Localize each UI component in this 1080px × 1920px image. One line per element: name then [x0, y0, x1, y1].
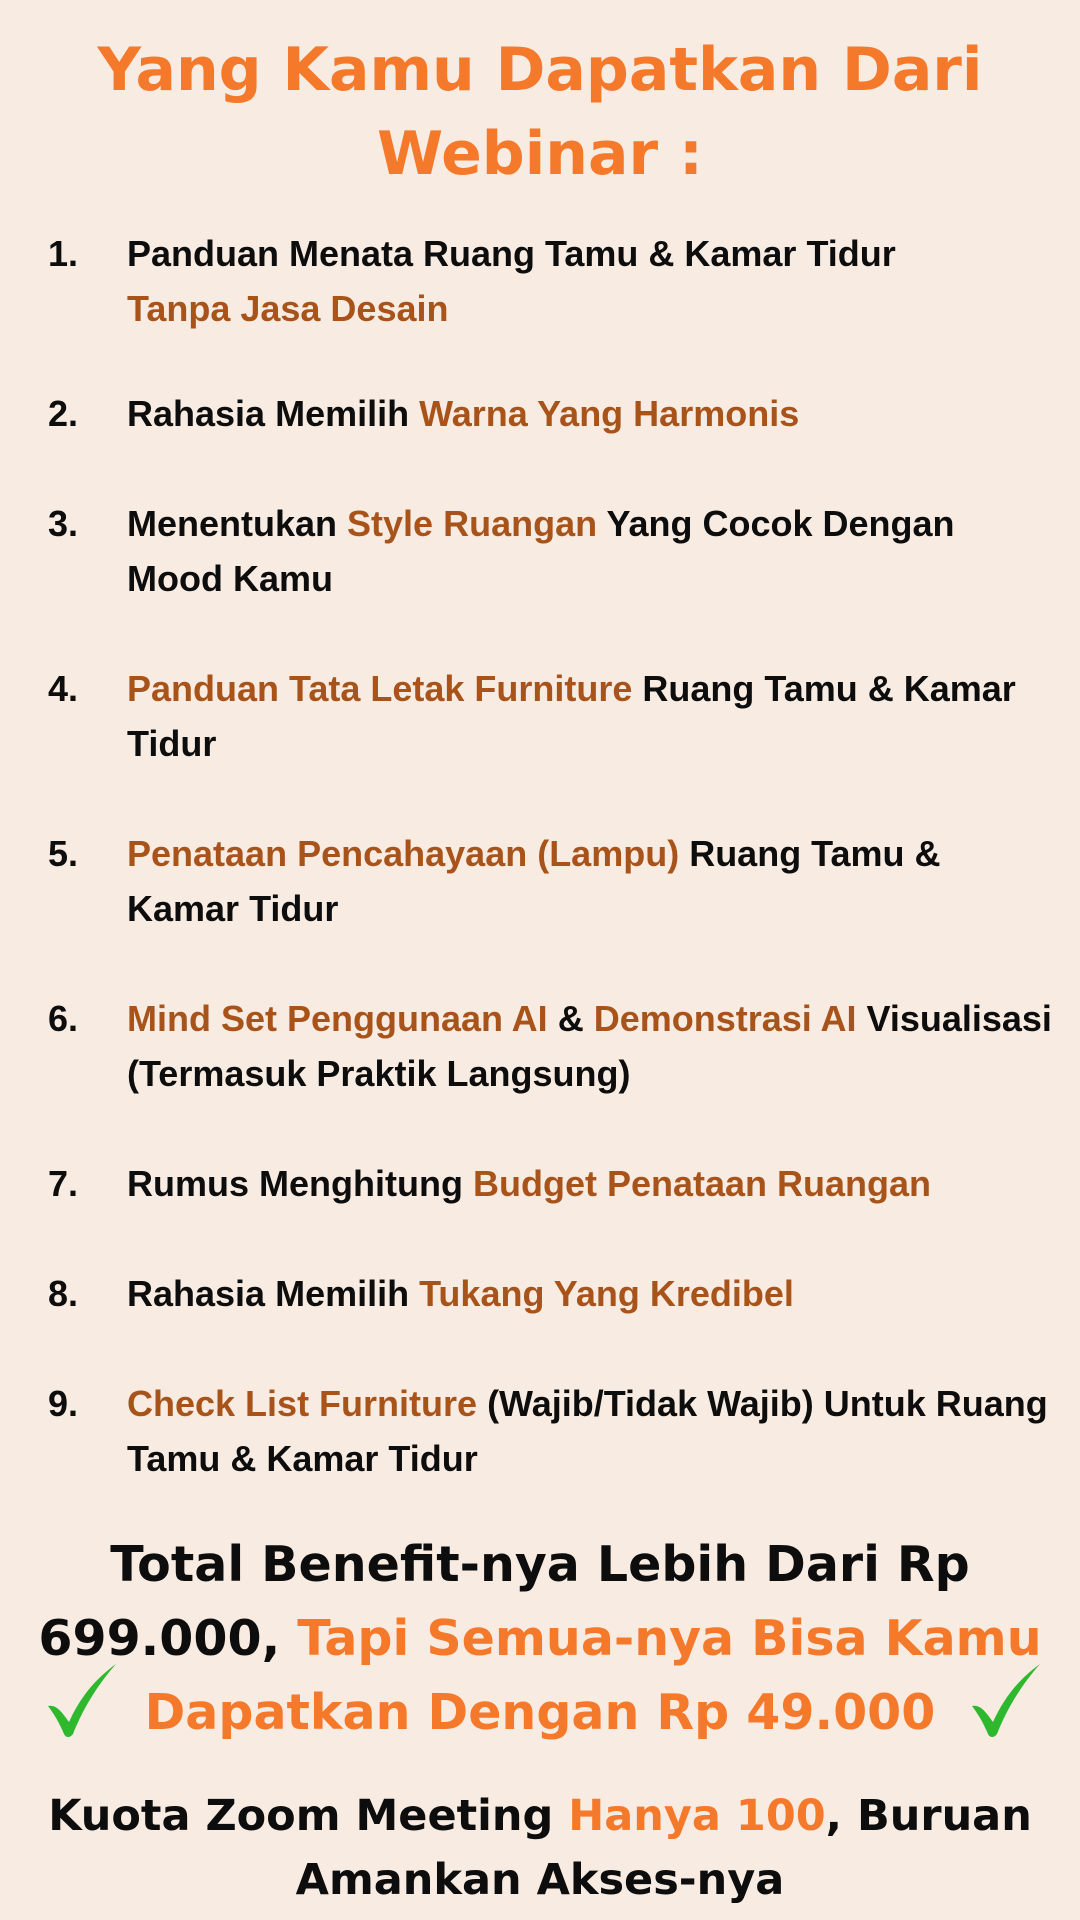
benefit-number: 1. [48, 233, 79, 274]
benefit-highlight: Tanpa Jasa Desain [127, 288, 449, 329]
title-line-1: Yang Kamu Dapatkan Dari [97, 35, 983, 105]
benefit-number: 6. [48, 998, 79, 1039]
benefit-text [127, 991, 1060, 1101]
benefit-text-part: Ruang Tamu & Kamar Tidur [127, 668, 1016, 764]
benefit-text [127, 386, 1060, 441]
benefit-text-part: Rahasia Memilih [127, 393, 420, 434]
benefit-text [127, 1156, 1060, 1211]
benefit-highlight: Warna Yang Harmonis [419, 393, 800, 434]
quota-highlight: Hanya 100 [568, 1791, 826, 1841]
benefit-text-part: Rahasia Memilih [127, 1273, 420, 1314]
quota-text: Kuota Zoom Meeting [48, 1791, 569, 1841]
benefit-highlight: Demonstrasi AI [593, 998, 857, 1039]
page-title [0, 28, 1080, 196]
benefit-number: 5. [48, 833, 79, 874]
benefit-text-part: Menentukan [127, 503, 348, 544]
benefit-text-part: (Wajib/Tidak Wajib) Untuk Ruang Tamu & Kamar Tidur [127, 1383, 1048, 1479]
benefit-text-part: & [547, 998, 594, 1039]
benefit-highlight: Budget Penataan Ruangan [472, 1163, 932, 1204]
check-icon [966, 1660, 1046, 1740]
benefit-text [127, 1376, 1060, 1486]
benefit-text [127, 496, 1060, 606]
quota-notice [0, 1784, 1080, 1912]
benefit-number: 3. [48, 503, 79, 544]
benefit-number: 4. [48, 668, 79, 709]
benefit-highlight: Panduan Tata Letak Furniture [127, 668, 633, 709]
benefit-number: 8. [48, 1273, 79, 1314]
benefit-highlight: Style Ruangan [347, 503, 598, 544]
total-benefit-text [0, 1528, 1080, 1750]
benefit-highlight: Check List Furniture [127, 1383, 478, 1424]
quota-text: , Buruan Amankan Akses-nya [295, 1791, 1032, 1905]
benefit-text-part: Ruang Tamu & Kamar Tidur [127, 833, 941, 929]
benefit-text-part: Panduan Menata Ruang Tamu & Kamar Tidur [127, 233, 896, 274]
title-line-2: Webinar : [377, 119, 703, 189]
benefit-highlight: Mind Set Penggunaan AI [127, 998, 548, 1039]
benefit-text [127, 1266, 1060, 1321]
benefit-highlight: Penataan Pencahayaan (Lampu) [127, 833, 680, 874]
benefit-text-part: Rumus Menghitung [127, 1163, 473, 1204]
benefit-text [127, 826, 1060, 936]
check-icon [42, 1660, 122, 1740]
benefit-text [127, 661, 1060, 771]
benefit-number: 9. [48, 1383, 79, 1424]
benefit-text-part: Yang Cocok Dengan Mood Kamu [127, 503, 955, 599]
total-benefit-value: Total Benefit-nya Lebih Dari Rp 699.000, [38, 1536, 970, 1667]
total-offer-price: Tapi Semua-nya Bisa Kamu Dapatkan Dengan Rp 49.000 [144, 1610, 1042, 1741]
benefit-highlight: Tukang Yang Kredibel [419, 1273, 794, 1314]
benefit-number: 7. [48, 1163, 79, 1204]
benefit-text [127, 226, 1060, 336]
benefit-text-part: Visualisasi (Termasuk Praktik Langsung) [127, 998, 1052, 1094]
benefit-number: 2. [48, 393, 79, 434]
